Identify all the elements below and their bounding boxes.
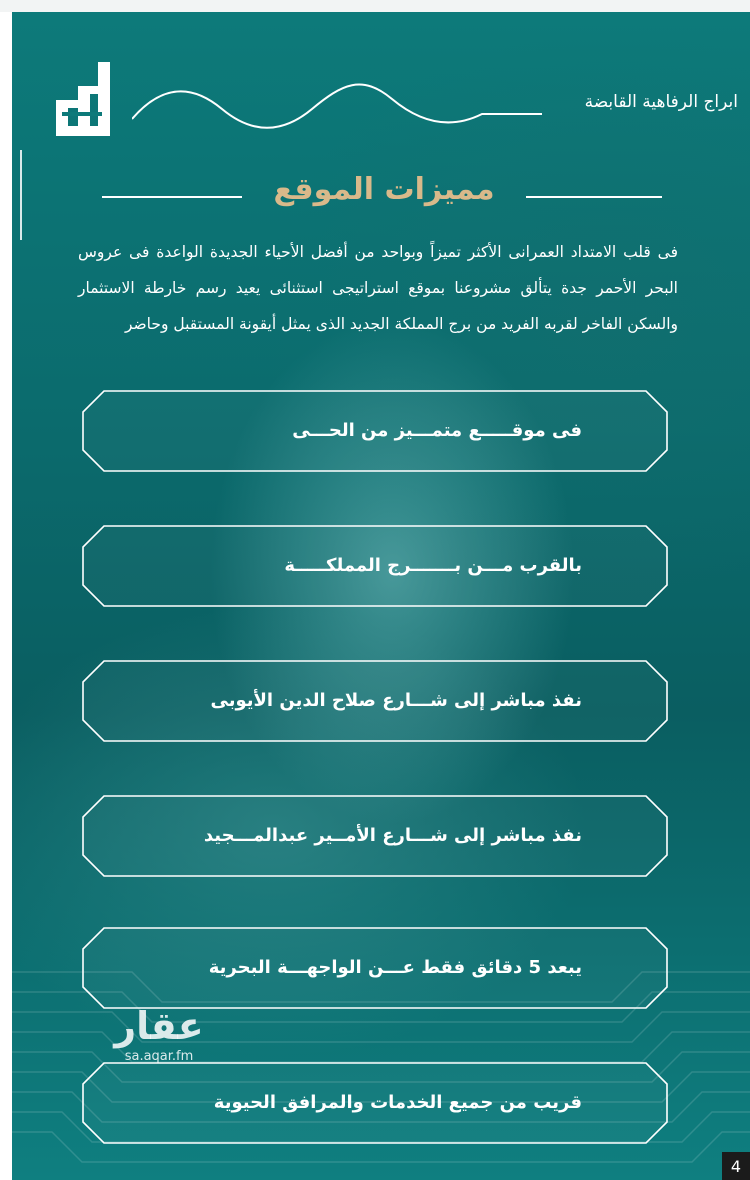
feature-item	[82, 390, 668, 472]
section-title-row	[12, 172, 750, 222]
brochure-page	[12, 12, 750, 1180]
feature-label: فى موقـــــع متمـــيز من الحـــى	[292, 420, 582, 441]
feature-label: قريب من جميع الخدمات والمرافق الحيوية	[213, 1092, 582, 1113]
feature-label: بالقرب مـــن بـــــــرج المملكـــــة	[284, 555, 582, 576]
aqar-watermark	[94, 1004, 224, 1066]
feature-item	[82, 660, 668, 742]
feature-item	[82, 927, 668, 1009]
title-divider-left	[102, 196, 242, 198]
watermark-url: sa.aqar.fm	[124, 1049, 194, 1064]
company-name: ابراج الرفاهية القابضة	[584, 92, 738, 112]
intro-paragraph: فى قلب الامتداد العمرانى الأكثر تميزاً وبواحد من أفضل الأحياء الجديدة الواعدة فى عروس البحر الأحمر جدة يتألق مشروعنا بموقع استراتيجى استثنائى يعيد رسم خارطة الاستثمار والسكن الفاخر لقربه الفريد من برج المملكة الجديد الذى يمثل أيقونة المستقبل وحاضر	[78, 243, 678, 333]
title-divider-right	[526, 196, 662, 198]
watermark-brand: عقار	[114, 1004, 204, 1048]
page-number: 4	[722, 1152, 750, 1180]
top-bar	[0, 0, 750, 12]
feature-item	[82, 525, 668, 607]
feature-item	[82, 795, 668, 877]
feature-label: نفذ مباشر إلى شـــارع الأمــير عبدالمـــجيد	[203, 825, 582, 846]
feature-label: نفذ مباشر إلى شـــارع صلاح الدين الأيوبى	[210, 690, 582, 711]
section-title: مميزات الموقع	[273, 172, 495, 207]
feature-item	[82, 1062, 668, 1144]
feature-label: يبعد 5 دقائق فقط عـــن الواجهـــة البحرية	[208, 957, 582, 978]
header-wave-line	[132, 74, 542, 134]
towers-logo-icon	[48, 56, 118, 146]
